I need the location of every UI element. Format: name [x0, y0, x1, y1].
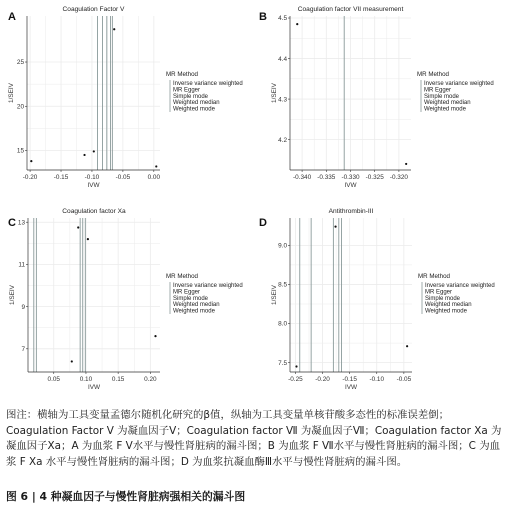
panel-c-legend-entry: MR Egger — [173, 289, 201, 296]
panel-d-x-tick-label: -0.10 — [369, 376, 385, 383]
panel-c-y-tick-label: 7 — [21, 345, 25, 353]
panel-b-legend-entry: Weighted mode — [424, 106, 466, 113]
panel-d-x-axis-title: IVW — [344, 384, 358, 391]
panel-a-point — [113, 28, 115, 30]
panel-a-point — [155, 165, 157, 167]
panel-a-label: A — [8, 11, 16, 23]
panel-b-y-tick-label: 4.2 — [278, 136, 287, 144]
panel-a-x-tick-label: -0.15 — [53, 174, 69, 181]
panel-c-y-tick-label: 9 — [21, 303, 25, 311]
panel-d-x-tick-label: -0.25 — [288, 376, 303, 383]
panel-b-y-tick-label: 4.3 — [278, 96, 287, 104]
panel-d-legend-entry: MR Egger — [425, 289, 453, 296]
panel-c-legend-title: MR Method — [166, 273, 198, 280]
panel-b-legend-entry: Inverse variance weighted — [424, 81, 494, 87]
panel-d-y-tick-label: 7.5 — [278, 359, 287, 367]
panel-c-y-tick-label: 13 — [17, 219, 25, 227]
panel-c-x-tick-label: 0.05 — [47, 376, 60, 383]
panel-c-point — [77, 226, 79, 228]
panel-d-legend-title: MR Method — [418, 273, 450, 280]
panel-d-y-tick-label: 8.5 — [278, 281, 287, 289]
panel-a-point — [30, 160, 32, 162]
panel-a-y-axis-title: 1/SEIV — [8, 83, 15, 103]
panel-c-title: Coagulation factor Xa — [62, 208, 126, 215]
panel-d-y-tick-label: 9.0 — [278, 242, 287, 250]
panel-a-legend-entry: Inverse variance weighted — [173, 81, 243, 87]
panel-a-legend-entry: Simple mode — [173, 93, 209, 100]
panel-d-x-tick-label: -0.15 — [342, 376, 357, 383]
panel-b-y-axis-title: 1/SEIV — [271, 83, 278, 103]
panel-c-y-tick-label: 11 — [18, 261, 25, 269]
panel-c-x-axis-title: IVW — [87, 384, 101, 391]
panel-b-x-tick-label: -0.320 — [389, 174, 408, 181]
panel-c-point — [71, 360, 73, 362]
panel-d-point — [334, 225, 336, 227]
panel-a-y-tick-label: 20 — [16, 103, 24, 111]
panel-c-label: C — [8, 217, 16, 229]
panel-d-point — [295, 365, 297, 367]
panel-a-y-tick-label: 15 — [16, 147, 24, 155]
panel-c-legend-entry: Weighted mode — [173, 308, 215, 315]
panel-a-legend-title: MR Method — [166, 71, 198, 78]
panel-c-x-tick-label: 0.20 — [144, 376, 157, 383]
panel-b-point — [296, 23, 298, 25]
panel-b-x-tick-label: -0.340 — [293, 174, 312, 181]
panel-d-x-tick-label: -0.05 — [396, 376, 412, 383]
panel-a-legend-entry: Weighted median — [173, 100, 220, 107]
panel-b-legend-entry: Simple mode — [424, 93, 460, 100]
panel-a-point — [83, 154, 85, 156]
panel-c-legend-entry: Weighted median — [173, 302, 220, 309]
figure-note: 图注：横轴为工具变量孟德尔随机化研究的β值，纵轴为工具变量单核苷酸多态性的标准误差倒；Coagulation Factor V 为凝血因子Ⅴ；Coagulation factor Ⅶ 为凝血因子Ⅶ；Coagulation factor Xa 为凝血因子Ⅹa；A 为血浆 F Ⅴ水平与慢性肾脏病的漏斗图；B 为血浆 F Ⅶ水平与慢性肾脏病的漏斗图；C 为血浆 F Ⅹa 水平与慢性肾脏病的漏斗图；D 为血浆抗凝血酶Ⅲ水平与慢性肾脏病的漏斗图。 — [6, 409, 502, 468]
panel-b-point — [405, 163, 407, 165]
panel-d-y-tick-label: 8.0 — [278, 320, 287, 328]
panel-d-title: Antithrombin-III — [328, 208, 374, 215]
panel-d-label: D — [259, 217, 267, 229]
panel-a-point — [93, 150, 95, 152]
panel-c-y-axis-title: 1/SEIV — [9, 285, 16, 305]
panel-a-x-tick-label: 0.00 — [147, 174, 161, 181]
panel-d-legend-entry: Simple mode — [425, 295, 461, 302]
panel-d-legend-entry: Inverse variance weighted — [425, 283, 495, 289]
panel-b-x-tick-label: -0.330 — [341, 174, 360, 181]
panel-d-x-tick-label: -0.20 — [315, 376, 330, 383]
panel-b-x-tick-label: -0.335 — [317, 174, 336, 181]
panel-c-x-tick-label: 0.15 — [111, 376, 125, 383]
panel-d-y-axis-title: 1/SEIV — [271, 285, 278, 305]
panel-a-legend-entry: Weighted mode — [173, 106, 215, 113]
panel-c-point — [154, 335, 156, 337]
panel-a-x-tick-label: -0.05 — [115, 174, 131, 181]
panel-b-legend-title: MR Method — [417, 71, 449, 78]
panel-b-legend-entry: Weighted median — [424, 100, 471, 107]
panel-b-x-tick-label: -0.325 — [365, 174, 384, 181]
panel-c-x-tick-label: 0.10 — [79, 376, 93, 383]
panel-b-y-tick-label: 4.4 — [278, 55, 287, 63]
panel-d-legend-entry: Weighted mode — [425, 308, 467, 315]
panel-d-point — [406, 345, 408, 347]
panel-a-legend-entry: MR Egger — [173, 87, 201, 94]
panel-c-point — [87, 238, 89, 240]
panel-b-title: Coagulation factor VII measurement — [297, 6, 404, 13]
panel-b-legend-entry: MR Egger — [424, 87, 452, 94]
panel-b-x-axis-title: IVW — [344, 182, 357, 189]
panel-b-label: B — [259, 11, 267, 23]
panel-c-legend-entry: Inverse variance weighted — [173, 283, 243, 289]
panel-a-x-axis-title: IVW — [87, 182, 100, 189]
panel-c-legend-entry: Simple mode — [173, 295, 209, 302]
panel-d-legend-entry: Weighted median — [425, 302, 472, 309]
panel-a-x-tick-label: -0.20 — [22, 174, 38, 181]
figure-caption: 图 6 | 4 种凝血因子与慢性肾脏病强相关的漏斗图 — [6, 490, 246, 503]
panel-a-title: Coagulation Factor V — [62, 6, 125, 13]
panel-b-y-tick-label: 4.5 — [278, 15, 287, 23]
panel-a-y-tick-label: 25 — [16, 59, 24, 67]
panel-a-x-tick-label: -0.10 — [84, 174, 100, 181]
